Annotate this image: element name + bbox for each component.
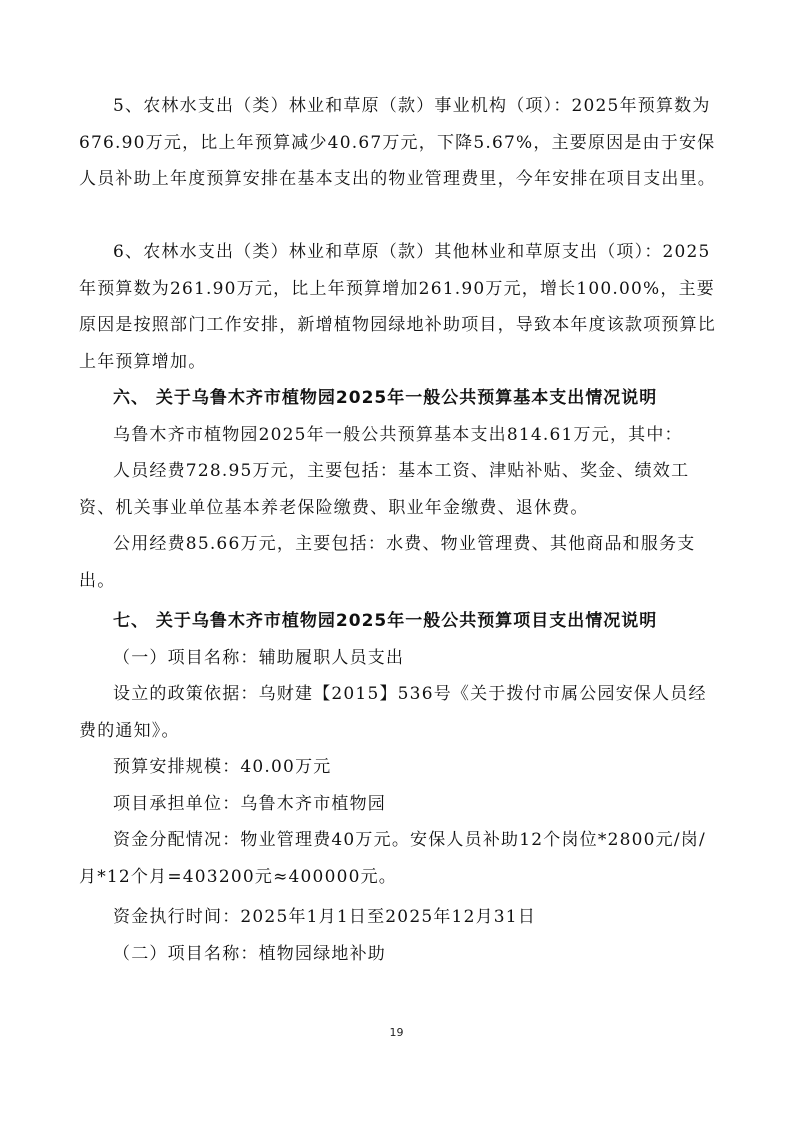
item-1-budget-scale: 预算安排规模：40.00万元 <box>113 757 332 777</box>
paragraph-item-5: 5、农林水支出（类）林业和草原（款）事业机构（项）：2025年预算数为676.90万元，比上年预算减少40.67万元，下降5.67%，主要原因是由于安保人员补助上年度预算安排在基本支出的物业管理费里，今年安排在项目支出里。 <box>79 96 716 189</box>
item-1-policy-basis: 设立的政策依据：乌财建【2015】536号《关于拨付市属公园安保人员经费的通知》。 <box>79 684 707 741</box>
item-2-title: （二）项目名称：植物园绿地补助 <box>113 944 386 964</box>
section-6-summary: 乌鲁木齐市植物园2025年一般公共预算基本支出814.61万元，其中： <box>113 425 683 445</box>
section-6-personnel: 人员经费728.95万元，主要包括：基本工资、津贴补贴、奖金、绩效工资、机关事业单位基本养老保险缴费、职业年金缴费、退休费。 <box>79 461 690 518</box>
item-1-execution-period: 资金执行时间：2025年1月1日至2025年12月31日 <box>113 907 537 927</box>
item-1-title: （一）项目名称：辅助履职人员支出 <box>113 648 405 668</box>
section-6-public: 公用经费85.66万元，主要包括：水费、物业管理费、其他商品和服务支出。 <box>79 534 696 591</box>
page-number: 19 <box>389 1026 404 1039</box>
section-6-heading: 六、 关于乌鲁木齐市植物园2025年一般公共预算基本支出情况说明 <box>113 388 658 408</box>
section-7-heading: 七、 关于乌鲁木齐市植物园2025年一般公共预算项目支出情况说明 <box>113 611 658 631</box>
paragraph-item-6: 6、农林水支出（类）林业和草原（款）其他林业和草原支出（项）：2025年预算数为261.90万元，比上年预算增加261.90万元，增长100.00%，主要原因是按照部门工作安排，新增植物园绿地补助项目，导致本年度该款项预算比上年预算增加。 <box>79 242 716 372</box>
item-1-responsible-unit: 项目承担单位：乌鲁木齐市植物园 <box>113 794 386 814</box>
item-1-fund-allocation: 资金分配情况：物业管理费40万元。安保人员补助12个岗位*2800元/岗/月*12个月=403200元≈400000元。 <box>79 830 706 887</box>
